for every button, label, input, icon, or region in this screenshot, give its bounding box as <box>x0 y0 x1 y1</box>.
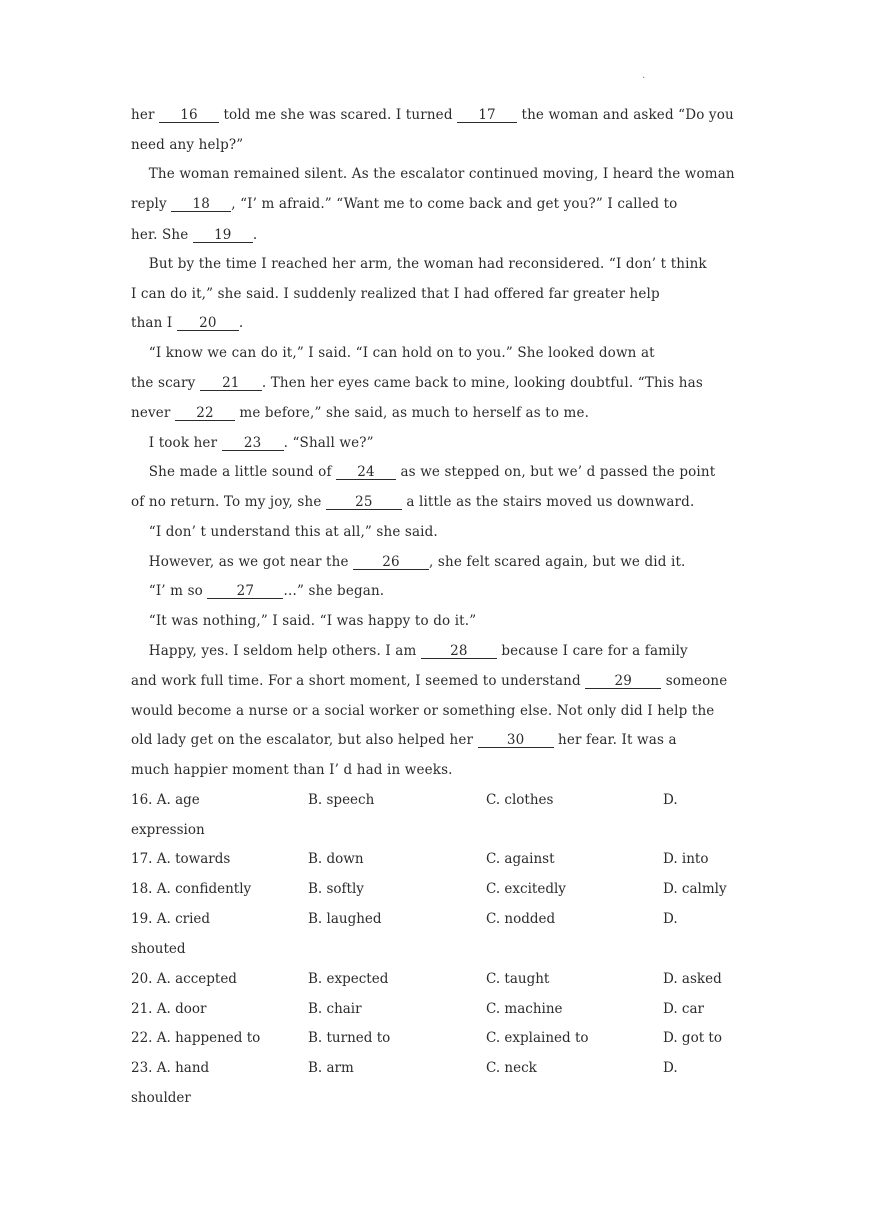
passage-line: than I 20 . <box>131 315 244 331</box>
option-c: C. taught <box>486 971 550 987</box>
option-d: D. <box>663 792 678 808</box>
option-b: B. chair <box>308 1001 362 1017</box>
option-c: C. clothes <box>486 792 554 808</box>
option-a: 22. A. happened to <box>131 1030 261 1046</box>
passage-line: She made a little sound of 24 as we stepped on, but we’ d passed the point <box>131 464 716 480</box>
blank-27: 27 <box>207 585 283 599</box>
passage-line: never 22 me before,” she said, as much to herself as to me. <box>131 405 590 421</box>
passage-line: But by the time I reached her arm, the woman had reconsidered. “I don’ t think <box>131 256 707 272</box>
passage-line: need any help?” <box>131 137 244 153</box>
passage-line: her 16 told me she was scared. I turned 17 the woman and asked “Do you <box>131 107 734 123</box>
passage-line: “I know we can do it,” I said. “I can hold on to you.” She looked down at <box>131 345 655 361</box>
option-c: C. against <box>486 851 555 867</box>
blank-22: 22 <box>175 407 235 421</box>
passage-line: I can do it,” she said. I suddenly realized that I had offered far greater help <box>131 286 660 302</box>
passage-line: I took her 23 . “Shall we?” <box>131 435 374 451</box>
blank-17: 17 <box>457 109 517 123</box>
option-d: D. into <box>663 851 709 867</box>
option-b: B. speech <box>308 792 375 808</box>
option-a: 20. A. accepted <box>131 971 237 987</box>
passage-line: “I’ m so 27 …” she began. <box>131 583 385 599</box>
passage-line: of no return. To my joy, she 25 a little as the stairs moved us downward. <box>131 494 695 510</box>
passage-line: and work full time. For a short moment, I seemed to understand 29 someone <box>131 673 728 689</box>
option-b: B. arm <box>308 1060 354 1076</box>
option-d: D. <box>663 1060 678 1076</box>
passage-line: “I don’ t understand this at all,” she said. <box>131 524 438 540</box>
option-d-wrap: shoulder <box>131 1090 191 1106</box>
blank-16: 16 <box>159 109 219 123</box>
blank-29: 29 <box>585 675 661 689</box>
blank-21: 21 <box>200 377 262 391</box>
option-b: B. softly <box>308 881 364 897</box>
passage-line: However, as we got near the 26 , she felt scared again, but we did it. <box>131 554 686 570</box>
option-b: B. laughed <box>308 911 382 927</box>
option-a: 23. A. hand <box>131 1060 210 1076</box>
header-mark: . <box>642 70 646 81</box>
option-d: D. asked <box>663 971 722 987</box>
option-d: D. car <box>663 1001 704 1017</box>
passage-line: would become a nurse or a social worker or something else. Not only did I help the <box>131 703 715 719</box>
passage-line: much happier moment than I’ d had in weeks. <box>131 762 453 778</box>
blank-20: 20 <box>177 317 239 331</box>
option-c: C. machine <box>486 1001 563 1017</box>
option-c: C. explained to <box>486 1030 589 1046</box>
option-a: 21. A. door <box>131 1001 207 1017</box>
option-d: D. got to <box>663 1030 722 1046</box>
option-b: B. down <box>308 851 364 867</box>
option-a: 16. A. age <box>131 792 200 808</box>
option-d-wrap: shouted <box>131 941 186 957</box>
passage-line: the scary 21 . Then her eyes came back to mine, looking doubtful. “This has <box>131 375 703 391</box>
blank-23: 23 <box>222 437 284 451</box>
passage-line: reply 18 , “I’ m afraid.” “Want me to come back and get you?” I called to <box>131 196 678 212</box>
passage-line: “It was nothing,” I said. “I was happy to do it.” <box>131 613 477 629</box>
option-d-wrap: expression <box>131 822 205 838</box>
blank-19: 19 <box>193 229 253 243</box>
blank-25: 25 <box>326 496 402 510</box>
passage-line: The woman remained silent. As the escalator continued moving, I heard the woman <box>131 166 735 182</box>
blank-28: 28 <box>421 645 497 659</box>
option-a: 19. A. cried <box>131 911 211 927</box>
option-d: D. <box>663 911 678 927</box>
option-a: 18. A. confidently <box>131 881 252 897</box>
passage-line: her. She 19 . <box>131 227 258 243</box>
option-c: C. neck <box>486 1060 537 1076</box>
blank-18: 18 <box>171 198 231 212</box>
option-c: C. excitedly <box>486 881 566 897</box>
passage-line: old lady get on the escalator, but also helped her 30 her fear. It was a <box>131 732 677 748</box>
option-b: B. expected <box>308 971 389 987</box>
blank-26: 26 <box>353 556 429 570</box>
passage-line: Happy, yes. I seldom help others. I am 28 because I care for a family <box>131 643 688 659</box>
option-c: C. nodded <box>486 911 556 927</box>
blank-30: 30 <box>478 734 554 748</box>
option-a: 17. A. towards <box>131 851 231 867</box>
option-b: B. turned to <box>308 1030 391 1046</box>
option-d: D. calmly <box>663 881 727 897</box>
blank-24: 24 <box>336 466 396 480</box>
